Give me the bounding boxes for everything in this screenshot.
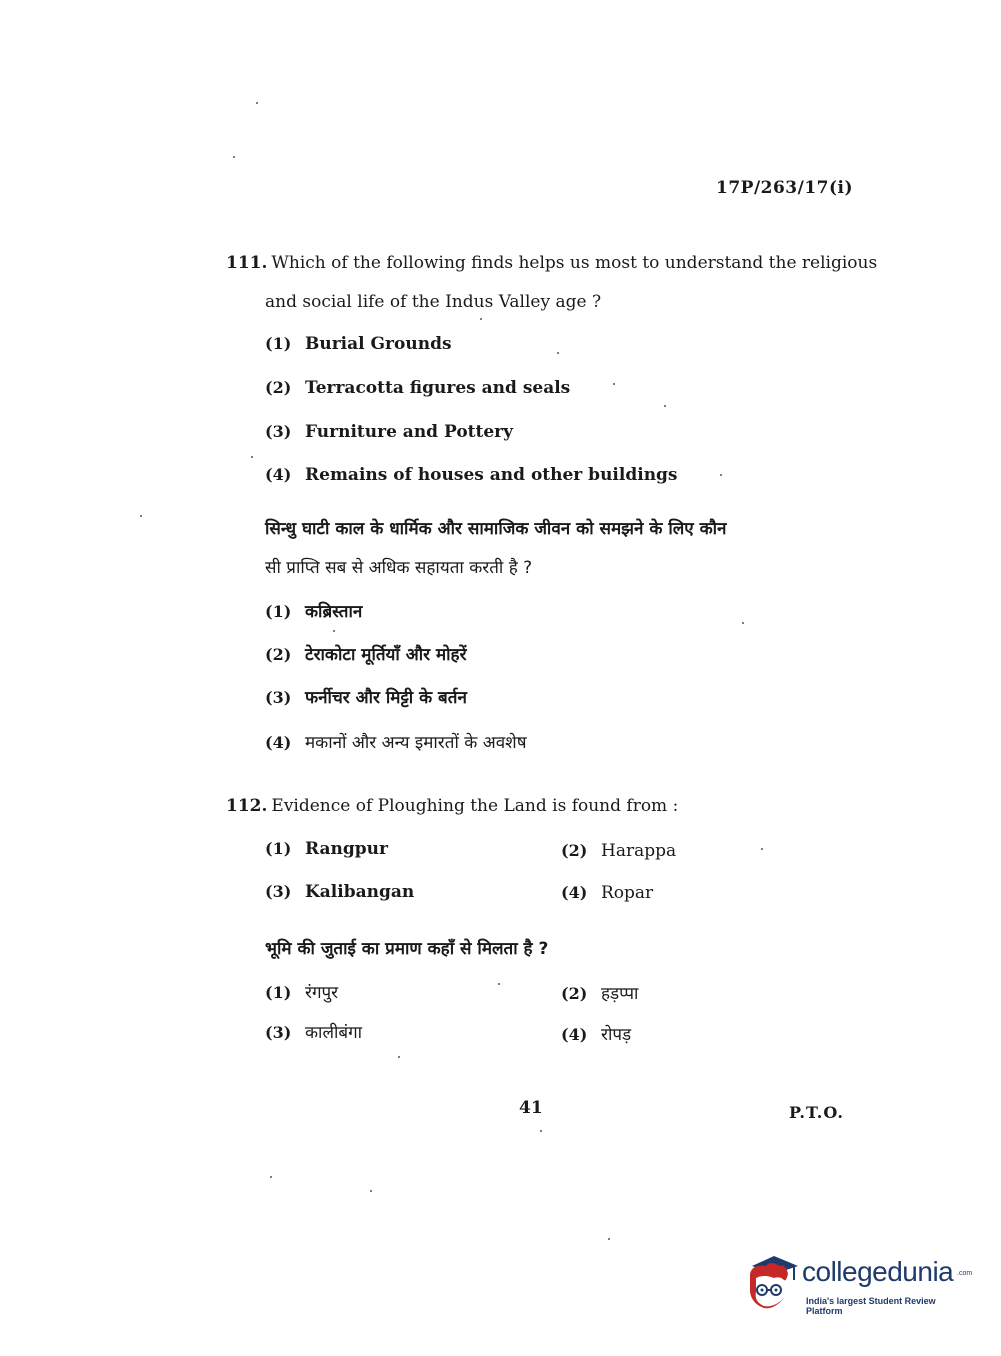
q112-option-en-2 bbox=[561, 841, 676, 861]
option-text: कब्रिस्तान bbox=[305, 602, 363, 622]
scan-speck bbox=[613, 383, 615, 385]
q111-option-en-4 bbox=[265, 465, 678, 485]
option-number: (2) bbox=[265, 645, 292, 664]
option-text: Rangpur bbox=[305, 839, 388, 859]
option-number: (3) bbox=[265, 688, 292, 707]
option-number: (1) bbox=[265, 602, 292, 621]
option-text: Harappa bbox=[601, 841, 677, 861]
question-111-text-line2: and social life of the Indus Valley age ? bbox=[265, 292, 602, 312]
option-text: मकानों और अन्य इमारतों के अवशेष bbox=[305, 733, 527, 753]
option-number: (3) bbox=[265, 882, 292, 901]
option-text: रोपड़ bbox=[601, 1025, 632, 1045]
option-number: (2) bbox=[265, 378, 292, 397]
q111-option-hi-1 bbox=[265, 599, 362, 622]
q112-option-hi-4 bbox=[561, 1022, 631, 1045]
scan-speck bbox=[140, 515, 142, 517]
q112-option-en-3 bbox=[265, 882, 414, 902]
question-112-text: Evidence of Ploughing the Land is found from : bbox=[271, 796, 679, 816]
scan-speck bbox=[333, 630, 335, 632]
option-number: (3) bbox=[265, 1023, 292, 1042]
scan-speck bbox=[398, 1056, 400, 1058]
option-text: Furniture and Pottery bbox=[305, 422, 514, 442]
question-112-number: 112. bbox=[226, 796, 268, 816]
option-number: (1) bbox=[265, 839, 292, 858]
option-number: (2) bbox=[561, 841, 588, 860]
scan-speck bbox=[608, 1238, 610, 1240]
question-111-text-line1: Which of the following finds helps us most to understand the religious bbox=[271, 253, 878, 273]
watermark-brand: collegedunia bbox=[802, 1256, 954, 1287]
option-text: Burial Grounds bbox=[305, 334, 452, 354]
scan-speck bbox=[742, 622, 744, 624]
question-111-line1 bbox=[226, 253, 877, 273]
option-text: फर्नीचर और मिट्टी के बर्तन bbox=[305, 688, 467, 708]
option-number: (4) bbox=[265, 465, 292, 484]
q111-option-hi-2 bbox=[265, 642, 467, 665]
option-number: (1) bbox=[265, 983, 292, 1002]
q111-option-en-3 bbox=[265, 422, 513, 442]
option-text: Ropar bbox=[601, 883, 654, 903]
student-mascot-icon bbox=[744, 1252, 800, 1312]
option-text: Terracotta figures and seals bbox=[305, 378, 571, 398]
q112-option-hi-2 bbox=[561, 981, 638, 1004]
option-text: टेराकोटा मूर्तियाँ और मोहरें bbox=[305, 645, 467, 665]
option-number: (1) bbox=[265, 334, 292, 353]
scan-speck bbox=[233, 156, 235, 158]
question-111-number: 111. bbox=[226, 253, 268, 273]
scan-speck bbox=[557, 352, 559, 354]
option-number: (4) bbox=[561, 1025, 588, 1044]
option-text: Kalibangan bbox=[305, 882, 415, 902]
scan-speck bbox=[664, 405, 666, 407]
collegedunia-watermark bbox=[744, 1252, 974, 1314]
question-111-hindi-line1: सिन्धु घाटी काल के धार्मिक और सामाजिक जीवन को समझने के लिए कौन bbox=[265, 519, 727, 539]
scan-speck bbox=[720, 474, 722, 476]
watermark-tagline: India's largest Student Review Platform bbox=[806, 1296, 936, 1316]
scan-speck bbox=[251, 456, 253, 458]
question-111-hindi-line2: सी प्राप्ति सब से अधिक सहायता करती है ? bbox=[265, 558, 533, 578]
scan-speck bbox=[498, 983, 500, 985]
option-text: Remains of houses and other buildings bbox=[305, 465, 678, 485]
scan-speck bbox=[480, 318, 482, 320]
pto-label: P.T.O. bbox=[789, 1103, 844, 1122]
scan-speck bbox=[270, 1176, 272, 1178]
q111-option-en-2 bbox=[265, 378, 570, 398]
scan-speck bbox=[761, 848, 763, 850]
q111-option-hi-3 bbox=[265, 685, 467, 708]
q111-option-hi-4 bbox=[265, 730, 527, 753]
option-number: (3) bbox=[265, 422, 292, 441]
option-text: हड़प्पा bbox=[601, 984, 639, 1004]
question-112-hindi: भूमि की जुताई का प्रमाण कहाँ से मिलता है ? bbox=[265, 939, 549, 959]
scan-speck bbox=[370, 1190, 372, 1192]
option-number: (4) bbox=[561, 883, 588, 902]
q112-option-hi-1 bbox=[265, 980, 338, 1003]
q112-option-en-1 bbox=[265, 839, 388, 859]
option-number: (2) bbox=[561, 984, 588, 1003]
q111-option-en-1 bbox=[265, 334, 452, 354]
scan-speck bbox=[540, 1130, 542, 1132]
option-text: कालीबंगा bbox=[305, 1023, 363, 1043]
watermark-domain-suffix: .com bbox=[957, 1270, 973, 1277]
scan-speck bbox=[256, 102, 258, 104]
paper-code: 17P/263/17(i) bbox=[716, 178, 854, 198]
q112-option-en-4 bbox=[561, 883, 653, 903]
question-112-line bbox=[226, 796, 678, 816]
option-text: रंगपुर bbox=[305, 983, 339, 1003]
option-number: (4) bbox=[265, 733, 292, 752]
page-number: 41 bbox=[519, 1098, 543, 1118]
q112-option-hi-3 bbox=[265, 1020, 362, 1043]
